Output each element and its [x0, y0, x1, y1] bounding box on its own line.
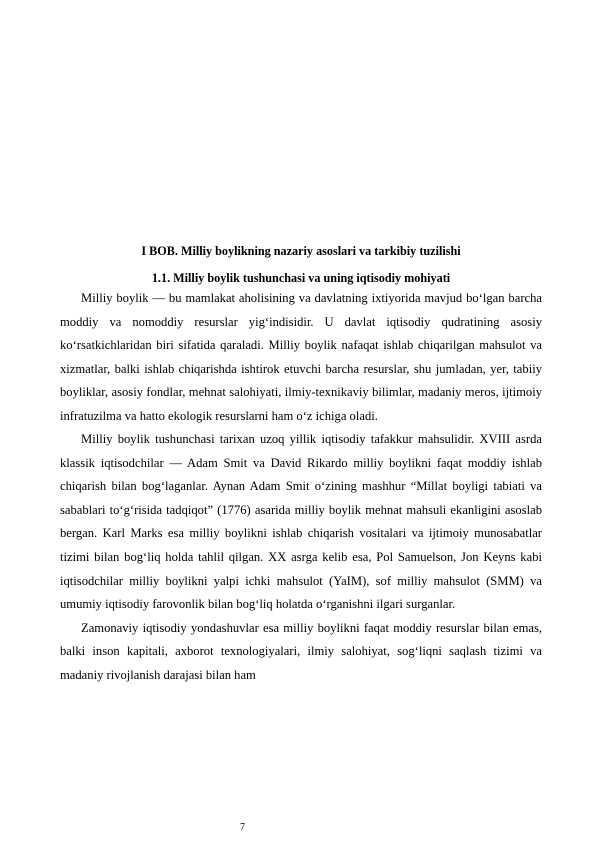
- page-number: 7: [240, 822, 245, 833]
- headings-block: [60, 238, 542, 292]
- chapter-title: I BOB. Milliy boylikning nazariy asoslari va tarkibiy tuzilishi: [141, 244, 461, 258]
- paragraph-2: Milliy boylik tushunchasi tarixan uzoq yillik iqtisodiy tafakkur mahsulidir. XVIII asrda klassik iqtisodchilar — Adam Smit va David Rikardo milliy boylikni faqat moddiy ishlab chiqarish bilan bog‘laganlar. Aynan Adam Smit o‘zining mashhur “Millat boyligi tabiati va sabablari to‘g‘risida tadqiqot” (1776) asarida milliy boylik mehnat mahsuli ekanligini asoslab bergan. Karl Marks esa milliy boylikni ishlab chiqarish vositalari va ijtimoiy munosabatlar tizimi bilan bog‘liq holda tahlil qilgan. XX asrga kelib esa, Pol Samuelson, Jon Keyns kabi iqtisodchilar milliy boylikni yalpi ichki mahsulot (YaIM), sof milliy mahsulot (SMM) va umumiy iqtisodiy farovonlik bilan bog‘liq holatda o‘rganishni ilgari surganlar.: [60, 432, 542, 612]
- paragraph-3: Zamonaviy iqtisodiy yondashuvlar esa milliy boylikni faqat moddiy resurslar bilan emas, balki inson kapitali, axborot texnologiyalari, ilmiy salohiyat, sog‘liqni saqlash tizimi va madaniy rivojlanish darajasi bilan ham: [60, 620, 542, 682]
- body-text: [60, 287, 542, 687]
- section-title: 1.1. Milliy boylik tushunchasi va uning iqtisodiy mohiyati: [151, 271, 451, 285]
- paragraph-1: Milliy boylik — bu mamlakat aholisining va davlatning ixtiyorida mavjud bo‘lgan barcha moddiy va nomoddiy resurslar yig‘indisidir. U davlat iqtisodiy qudratining asosiy ko‘rsatkichlaridan biri sifatida qaraladi. Milliy boylik nafaqat ishlab chiqarilgan mahsulot va xizmatlar, balki ishlab chiqarishda ishtirok etuvchi barcha resurslar, shu jumladan, yer, tabiiy boyliklar, asosiy fondlar, mehnat salohiyati, ilmiy-texnikaviy bilimlar, madaniy meros, ijtimoiy infratuzilma va hatto ekologik resurslarni ham o‘z ichiga oladi.: [60, 291, 542, 423]
